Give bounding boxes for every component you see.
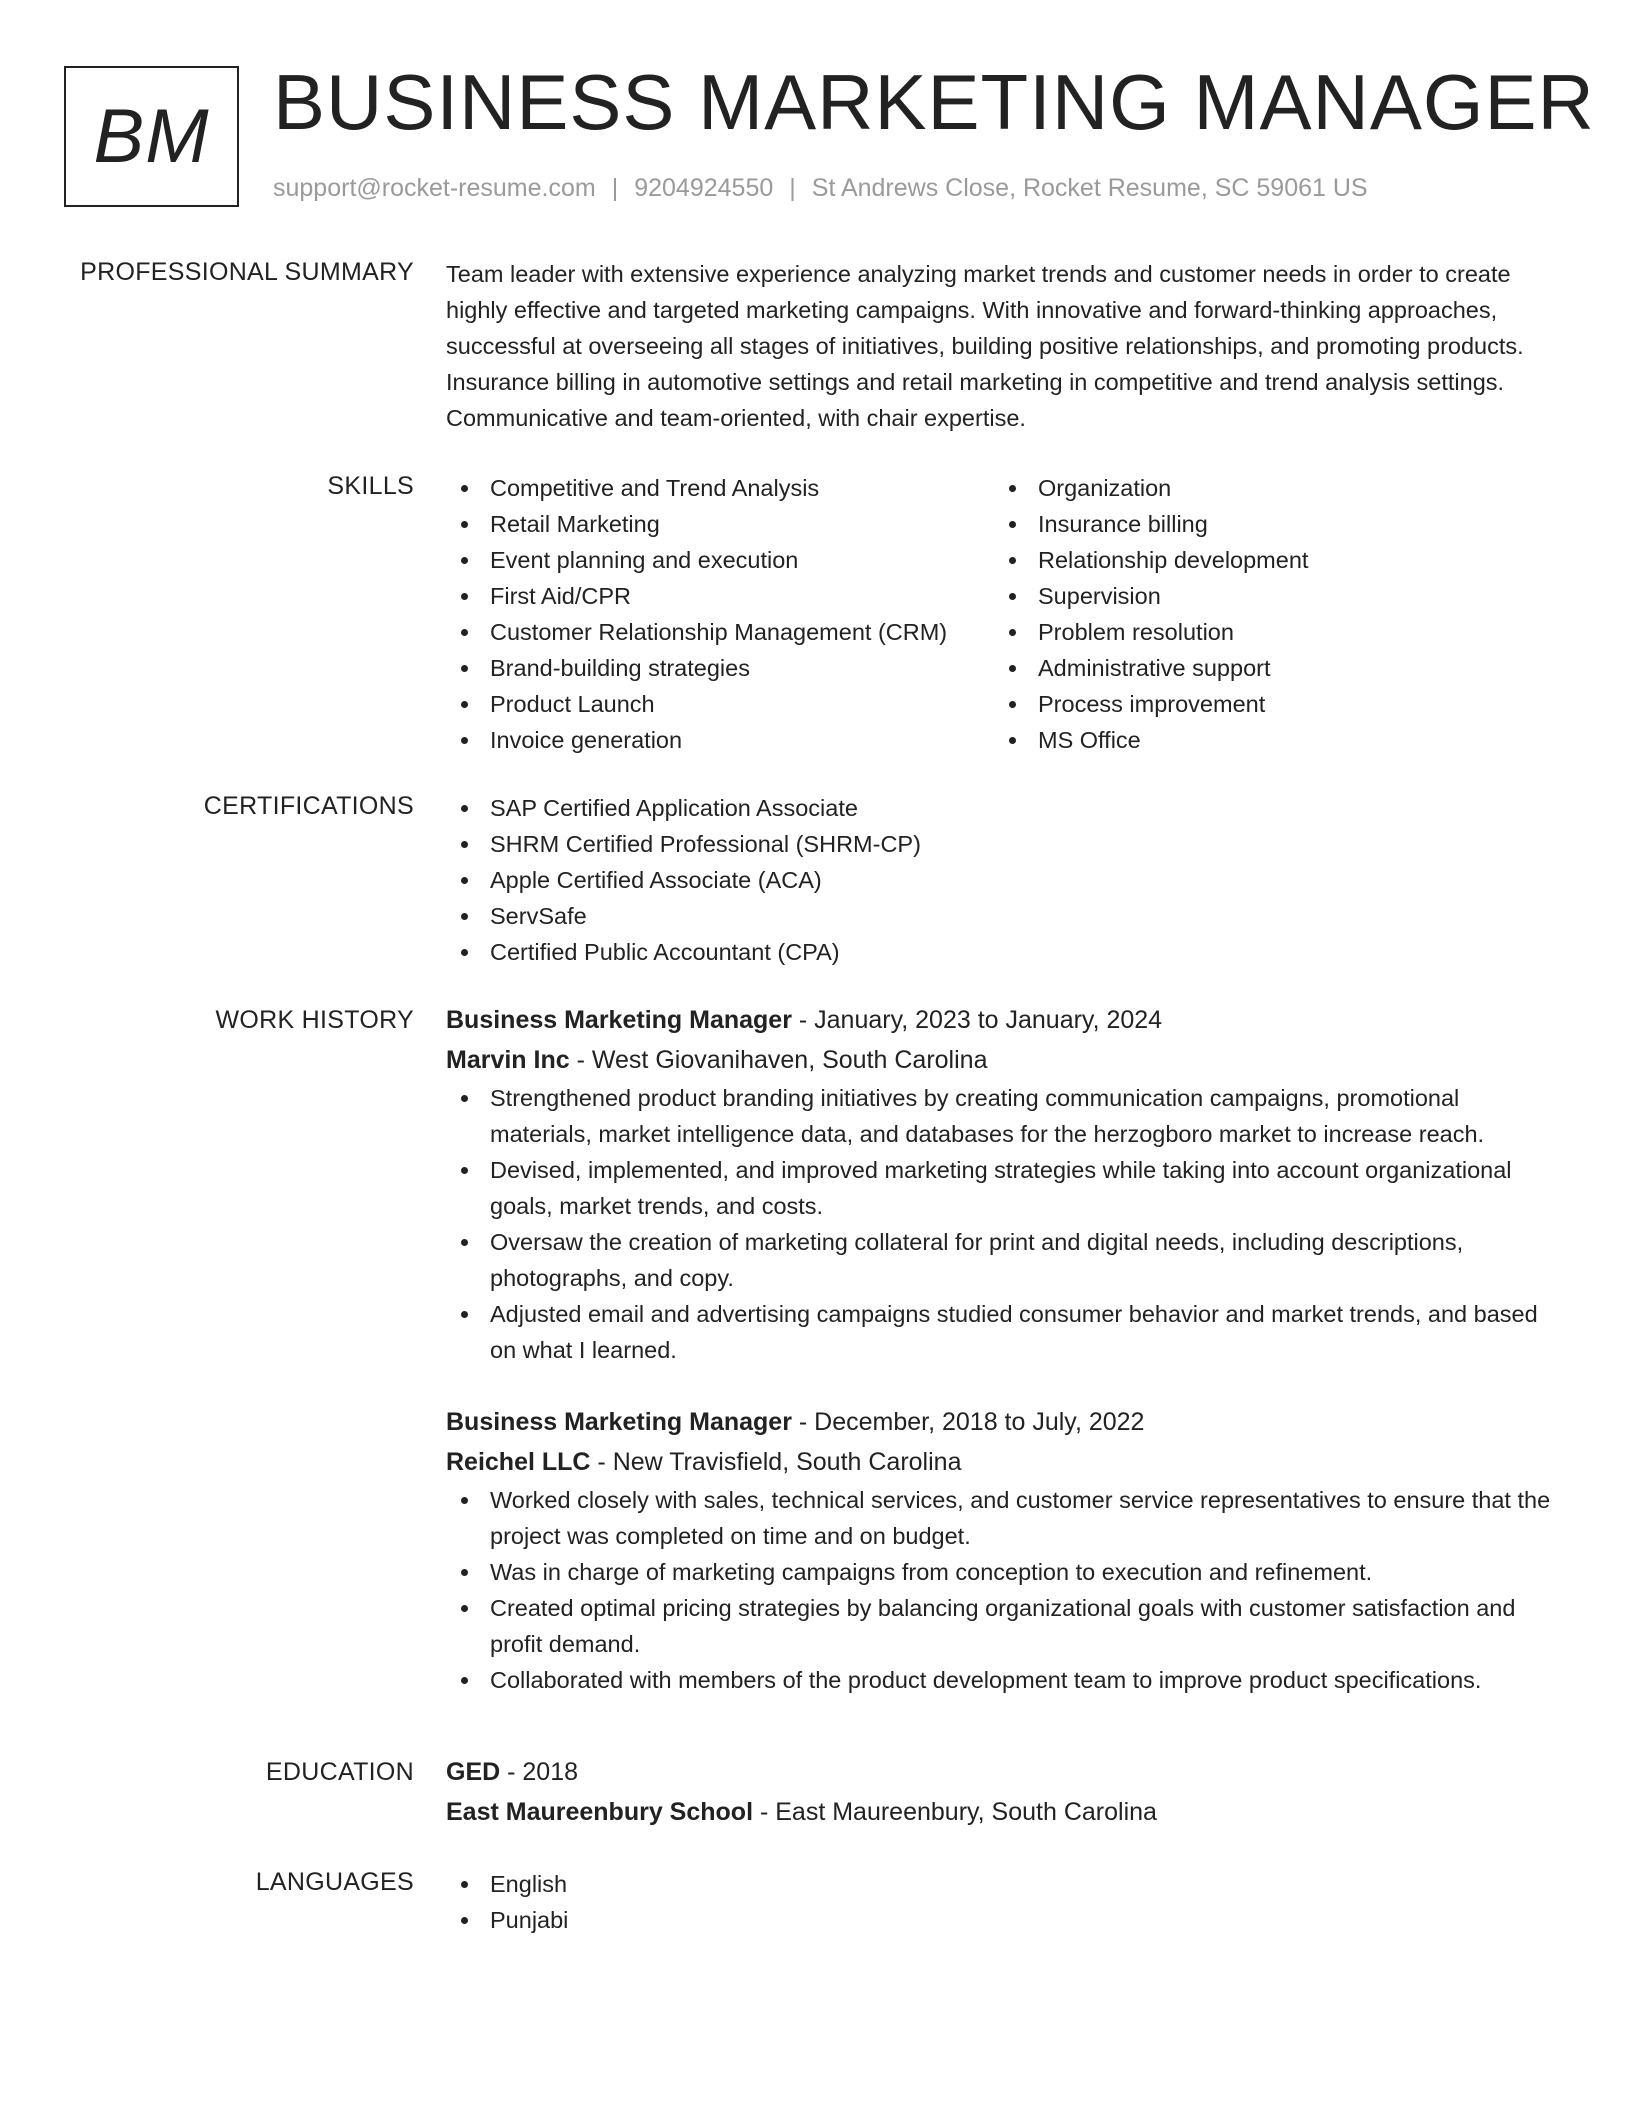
contact-email: support@rocket-resume.com xyxy=(273,174,596,202)
list-item: Customer Relationship Management (CRM) xyxy=(446,614,994,650)
section-title-certifications: CERTIFICATIONS xyxy=(203,792,414,820)
job-title-line xyxy=(446,1402,1556,1442)
list-item: Competitive and Trend Analysis xyxy=(446,470,994,506)
section-title-education: EDUCATION xyxy=(265,1758,414,1786)
list-item: Was in charge of marketing campaigns from conception to execution and refinement. xyxy=(446,1554,1556,1590)
list-item: Apple Certified Associate (ACA) xyxy=(446,862,1556,898)
job-entry xyxy=(446,1402,1556,1698)
list-item: Invoice generation xyxy=(446,722,994,758)
education-school: East Maureenbury School xyxy=(446,1798,754,1826)
monogram-logo: BM xyxy=(64,66,239,207)
page-title: BUSINESS MARKETING MANAGER xyxy=(273,58,1595,146)
job-location: - West Giovanihaven, South Carolina xyxy=(569,1046,988,1074)
job-company-line xyxy=(446,1442,1556,1482)
list-item: Insurance billing xyxy=(994,506,1542,542)
languages-body xyxy=(446,1866,1556,1938)
list-item: Collaborated with members of the product development team to improve product specifications. xyxy=(446,1662,1556,1698)
summary-text: Team leader with extensive experience analyzing market trends and customer needs in order to create highly effective and targeted marketing campaigns. With innovative and forward-thinking approaches, successful at overseeing all stages of initiatives, building positive relationships, and promoting products. Insurance billing in automotive settings and retail marketing in competitive and trend analysis settings. Communicative and team-oriented, with chair expertise. xyxy=(446,261,1524,431)
contact-separator: | xyxy=(789,174,796,202)
skills-body xyxy=(446,470,1556,758)
list-item: Product Launch xyxy=(446,686,994,722)
list-item: Brand-building strategies xyxy=(446,650,994,686)
list-item: Supervision xyxy=(994,578,1542,614)
education-degree-line xyxy=(446,1752,1556,1792)
education-body xyxy=(446,1752,1556,1832)
list-item: MS Office xyxy=(994,722,1542,758)
list-item: Problem resolution xyxy=(994,614,1542,650)
education-school-line xyxy=(446,1792,1556,1832)
job-dates: - January, 2023 to January, 2024 xyxy=(791,1006,1163,1034)
job-company-line xyxy=(446,1040,1556,1080)
list-item: Event planning and execution xyxy=(446,542,994,578)
job-company: Reichel LLC xyxy=(446,1448,591,1476)
section-title-skills: SKILLS xyxy=(327,472,414,500)
education-location: - East Maureenbury, South Carolina xyxy=(753,1798,1157,1826)
list-item: English xyxy=(446,1866,1556,1902)
certifications-list xyxy=(446,790,1556,970)
list-item: Relationship development xyxy=(994,542,1542,578)
job-bullets xyxy=(446,1482,1556,1698)
education-degree: GED xyxy=(446,1758,501,1786)
summary-body xyxy=(446,256,1556,436)
job-location: - New Travisfield, South Carolina xyxy=(590,1448,962,1476)
list-item: Organization xyxy=(994,470,1542,506)
list-item: Strengthened product branding initiatives by creating communication campaigns, promotional materials, market intelligence data, and databases for the herzogboro market to increase reach. xyxy=(446,1080,1556,1152)
skills-list-right xyxy=(994,470,1542,758)
list-item: Devised, implemented, and improved marketing strategies while taking into account organizational goals, market trends, and costs. xyxy=(446,1152,1556,1224)
list-item: Created optimal pricing strategies by balancing organizational goals with customer satisfaction and profit demand. xyxy=(446,1590,1556,1662)
certifications-body xyxy=(446,790,1556,970)
section-title-summary: PROFESSIONAL SUMMARY xyxy=(80,258,414,286)
skills-list-left xyxy=(446,470,994,758)
list-item: First Aid/CPR xyxy=(446,578,994,614)
section-title-work-history: WORK HISTORY xyxy=(215,1006,414,1034)
section-title-languages: LANGUAGES xyxy=(255,1868,414,1896)
list-item: ServSafe xyxy=(446,898,1556,934)
list-item: SHRM Certified Professional (SHRM-CP) xyxy=(446,826,1556,862)
job-role: Business Marketing Manager xyxy=(446,1408,792,1436)
work-history-body xyxy=(446,1000,1556,1698)
list-item: Oversaw the creation of marketing collateral for print and digital needs, including descriptions, photographs, and copy. xyxy=(446,1224,1556,1296)
list-item: Certified Public Accountant (CPA) xyxy=(446,934,1556,970)
job-company: Marvin Inc xyxy=(446,1046,570,1074)
contact-phone: 9204924550 xyxy=(634,174,774,202)
list-item: Adjusted email and advertising campaigns studied consumer behavior and market trends, and based on what I learned. xyxy=(446,1296,1556,1368)
list-item: Administrative support xyxy=(994,650,1542,686)
languages-list xyxy=(446,1866,1556,1938)
contact-address: St Andrews Close, Rocket Resume, SC 59061 US xyxy=(811,174,1368,202)
job-title-line xyxy=(446,1000,1556,1040)
list-item: Punjabi xyxy=(446,1902,1556,1938)
job-dates: - December, 2018 to July, 2022 xyxy=(791,1408,1145,1436)
contact-separator: | xyxy=(611,174,619,202)
list-item: Retail Marketing xyxy=(446,506,994,542)
list-item: Worked closely with sales, technical services, and customer service representatives to ensure that the project was completed on time and on budget. xyxy=(446,1482,1556,1554)
contact-line xyxy=(273,174,1368,203)
education-year: - 2018 xyxy=(500,1758,579,1786)
job-bullets xyxy=(446,1080,1556,1368)
list-item: Process improvement xyxy=(994,686,1542,722)
job-entry xyxy=(446,1000,1556,1368)
job-role: Business Marketing Manager xyxy=(446,1006,792,1034)
list-item: SAP Certified Application Associate xyxy=(446,790,1556,826)
